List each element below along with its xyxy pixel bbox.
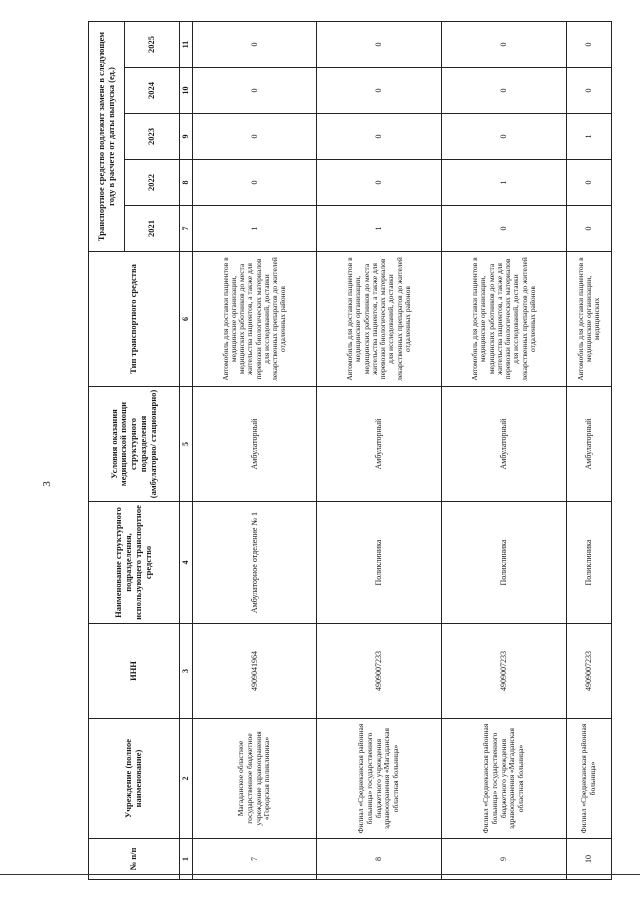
row-institution: Филиал «Среднеканская районная больница» (567, 719, 612, 839)
header-conditions: Условия оказания медицинской помощи структурного подразделения (амбулаторно/ стационарно) (89, 387, 180, 502)
row-year-value: 0 (317, 22, 442, 68)
row-unit: Поликлиника (442, 502, 567, 624)
row-year-value: 1 (567, 114, 612, 160)
header-row (89, 22, 125, 880)
row-conditions: Амбулаторный (193, 387, 317, 502)
page-bottom-rule (0, 874, 640, 875)
row-year-value: 0 (193, 68, 317, 114)
row-year-value: 0 (567, 160, 612, 206)
row-vehicle-type: Автомобиль для доставки пациентов в медицинские организации, медицинских работников до места жительства пациентов, а также для перевозки биологических материалов для исследований, доставки лекарственных препаратов до жителей отдаленных районов (442, 252, 567, 387)
row-conditions: Амбулаторный (567, 387, 612, 502)
row-conditions: Амбулаторный (442, 387, 567, 502)
row-inn: 4909041964 (193, 624, 317, 719)
row-institution: Филиал «Среднеканская районная больница» государственного бюджетного учреждения здравоохранения «Магаданская областная больница» (442, 719, 567, 839)
column-number: 7 (180, 206, 193, 252)
row-unit: Амбулаторное отделение № 1 (193, 502, 317, 624)
row-year-value: 0 (317, 68, 442, 114)
row-institution: Магаданское областное государственное бюджетное учреждение здравоохранения «Городская поликлиника» (193, 719, 317, 839)
column-number: 6 (180, 252, 193, 387)
row-year-value: 0 (193, 114, 317, 160)
header-year: 2025 (125, 22, 180, 68)
row-year-value: 0 (193, 160, 317, 206)
row-year-value: 0 (317, 114, 442, 160)
row-year-value: 0 (442, 206, 567, 252)
column-number: 8 (180, 160, 193, 206)
table-row (442, 22, 567, 880)
column-number-row (180, 22, 193, 880)
header-vehicle-type: Тип транспортного средства (89, 252, 180, 387)
header-year: 2022 (125, 160, 180, 206)
row-year-value: 0 (193, 22, 317, 68)
row-year-value: 1 (193, 206, 317, 252)
row-no: 8 (317, 839, 442, 880)
column-number: 10 (180, 68, 193, 114)
row-no: 7 (193, 839, 317, 880)
vehicle-replacement-table (88, 21, 612, 880)
column-number: 11 (180, 22, 193, 68)
rotated-page-content (88, 22, 602, 880)
header-year: 2023 (125, 114, 180, 160)
header-unit: Наименование структурного подразделения, использующего транспортное средство (89, 502, 180, 624)
column-number: 1 (180, 839, 193, 880)
header-year: 2021 (125, 206, 180, 252)
row-year-value: 0 (317, 160, 442, 206)
column-number: 9 (180, 114, 193, 160)
row-year-value: 0 (442, 22, 567, 68)
header-replacement: Транспортное средство подлежит замене в следующем году в расчете от даты выпуска (ед.) (89, 22, 125, 252)
row-institution: Филиал «Среднеканская районная больница» государственного бюджетного учреждения здравоохранения «Магаданская областная больница» (317, 719, 442, 839)
row-year-value: 1 (442, 160, 567, 206)
table-row (317, 22, 442, 880)
row-no: 9 (442, 839, 567, 880)
row-conditions: Амбулаторный (317, 387, 442, 502)
row-year-value: 0 (567, 206, 612, 252)
row-unit: Поликлиника (567, 502, 612, 624)
column-number: 3 (180, 624, 193, 719)
header-year: 2024 (125, 68, 180, 114)
row-year-value: 0 (442, 114, 567, 160)
column-number: 4 (180, 502, 193, 624)
row-year-value: 0 (442, 68, 567, 114)
table-row (193, 22, 317, 880)
row-inn: 4909007233 (317, 624, 442, 719)
row-year-value: 1 (317, 206, 442, 252)
header-no: № п/п (89, 839, 180, 880)
row-year-value: 0 (567, 22, 612, 68)
header-inn: ИНН (89, 624, 180, 719)
row-vehicle-type: Автомобиль для доставки пациентов в медицинские организации, медицинских (567, 252, 612, 387)
row-inn: 4909007233 (442, 624, 567, 719)
row-year-value: 0 (567, 68, 612, 114)
row-inn: 4909007233 (567, 624, 612, 719)
row-vehicle-type: Автомобиль для доставки пациентов в медицинские организации, медицинских работников до места жительства пациентов, а также для перевозки биологических материалов для исследований, доставки лекарственных препаратов до жителей отдаленных районов (193, 252, 317, 387)
column-number: 2 (180, 719, 193, 839)
page-number: 3 (40, 481, 53, 487)
row-unit: Поликлиника (317, 502, 442, 624)
table-row (567, 22, 612, 880)
column-number: 5 (180, 387, 193, 502)
header-institution: Учреждение (полное наименование) (89, 719, 180, 839)
row-vehicle-type: Автомобиль для доставки пациентов в медицинские организации, медицинских работников до места жительства пациентов, а также для перевозки биологических материалов для исследований, доставки лекарственных препаратов до жителей отдаленных районов (317, 252, 442, 387)
row-no: 10 (567, 839, 612, 880)
